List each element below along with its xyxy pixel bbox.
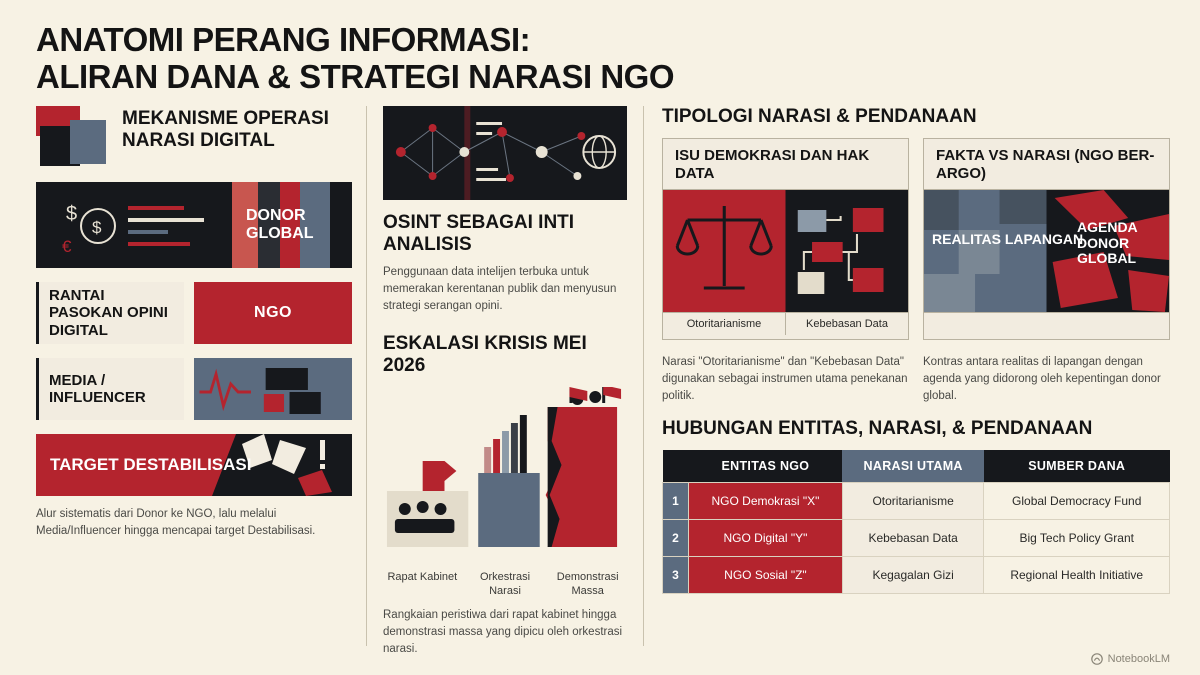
tipologi-section-title: TIPOLOGI NARASI & PENDANAAN	[662, 105, 977, 127]
supply-chain-row	[36, 282, 352, 344]
table-head	[663, 450, 1170, 483]
card1-footer	[663, 312, 908, 335]
chart-label-0: Rapat Kabinet	[387, 571, 458, 584]
card-fakta-vs-narasi	[923, 138, 1170, 340]
row2-index: 2	[663, 520, 689, 557]
card1-caption: Narasi "Otoritarianisme" dan "Kebebasan Data" digunakan sebagai instrumen utama penekanan politik.	[662, 356, 908, 402]
row1-narasi: Otoritarianisme	[842, 483, 984, 520]
brand-footer	[1091, 653, 1170, 665]
card1-body	[663, 190, 908, 312]
card2-overlay-right: AGENDA DONOR GLOBAL	[1077, 219, 1138, 267]
network-graphic	[383, 106, 627, 200]
table-row	[663, 483, 1170, 520]
table-section-title: HUBUNGAN ENTITAS, NARASI, & PENDANAAN	[662, 418, 1093, 440]
notebooklm-logo-icon	[1091, 653, 1103, 665]
geometric-blocks-icon	[36, 106, 108, 168]
chart-label-1: Orkestrasi Narasi	[479, 571, 531, 597]
entities-table	[662, 450, 1170, 594]
card1-title: ISU DEMOKRASI DAN HAK DATA	[663, 139, 908, 190]
crisis-caption: Rangkaian peristiwa dari rapat kabinet hingga demonstrasi massa yang dipicu oleh orkestrasi narasi.	[383, 608, 623, 656]
columns-container	[36, 105, 1170, 656]
scales-and-flow-icon	[663, 190, 908, 312]
row2-entitas: NGO Digital "Y"	[689, 520, 843, 557]
row1-dana: Global Democracy Fund	[984, 483, 1170, 520]
donor-global-label: DONOR GLOBAL	[246, 207, 314, 242]
chart-x-labels	[383, 571, 627, 599]
network-icon	[383, 106, 627, 200]
card2-footer	[924, 312, 1169, 339]
svg-text:€: €	[62, 236, 72, 256]
money-icons	[36, 182, 232, 268]
row1-index: 1	[663, 483, 689, 520]
card-captions-row	[662, 348, 1170, 404]
table-header-row	[663, 450, 1170, 483]
row3-narasi: Kegagalan Gizi	[842, 557, 984, 594]
th-narasi: NARASI UTAMA	[842, 450, 984, 483]
row1-entitas: NGO Demokrasi "X"	[689, 483, 843, 520]
row2-dana: Big Tech Policy Grant	[984, 520, 1170, 557]
title-line-1: ANATOMI PERANG INFORMASI:	[36, 21, 531, 58]
middle-column	[366, 106, 644, 656]
title-line-2: ALIRAN DANA & STRATEGI NARASI NGO	[36, 57, 674, 95]
table-row	[663, 520, 1170, 557]
svg-text:$: $	[66, 202, 78, 225]
osint-text: Penggunaan data intelijen terbuka untuk memerakan kerentanan publik dan menyusun strategi serangan opini.	[383, 265, 617, 313]
left-column	[36, 106, 366, 646]
currency-icon	[36, 182, 232, 268]
left-caption: Alur sistematis dari Donor ke NGO, lalu melalui Media/Influencer hingga mencapai target Destabilisasi.	[36, 507, 316, 537]
card2-body	[924, 190, 1169, 312]
card-isu-demokrasi	[662, 138, 909, 340]
table-row	[663, 557, 1170, 594]
table-body	[663, 483, 1170, 594]
card2-caption: Kontras antara realitas di lapangan dengan agenda yang didorong oleh kepentingan donor global.	[923, 356, 1161, 402]
donor-global-band	[36, 182, 352, 268]
page-title	[36, 22, 1170, 96]
row3-entitas: NGO Sosial "Z"	[689, 557, 843, 594]
svg-text:$: $	[92, 217, 102, 237]
card1-foot-left: Otoritarianisme	[686, 318, 762, 331]
target-destabilisasi-band	[36, 434, 352, 496]
supply-chain-label: RANTAI PASOKAN OPINI DIGITAL	[36, 282, 184, 344]
chart-label-2: Demonstrasi Massa	[556, 571, 619, 597]
card1-foot-right: Kebebasan Data	[785, 313, 908, 335]
row3-index: 3	[663, 557, 689, 594]
media-graphic	[194, 358, 352, 420]
left-lead-row	[36, 106, 352, 168]
escalation-chart	[383, 387, 627, 565]
brand-label: NotebookLM	[1107, 653, 1170, 665]
ngo-label: NGO	[194, 282, 352, 344]
media-influencer-row	[36, 358, 352, 420]
left-lead-title: MEKANISME OPERASI NARASI DIGITAL	[122, 107, 329, 152]
right-column	[644, 106, 1170, 646]
target-destabilisasi-label: TARGET DESTABILISASI	[50, 455, 252, 475]
card2-overlay-left: REALITAS LAPANGAN	[932, 231, 1084, 248]
waveform-icon	[194, 358, 352, 420]
media-influencer-label: MEDIA / INFLUENCER	[36, 358, 184, 420]
osint-title: OSINT SEBAGAI INTI ANALISIS	[383, 211, 575, 255]
crisis-title: ESKALASI KRISIS MEI 2026	[383, 333, 587, 377]
bar-chart-graphic	[383, 387, 627, 565]
card2-title: FAKTA VS NARASI (NGO BER-ARGO)	[924, 139, 1169, 190]
row2-narasi: Kebebasan Data	[842, 520, 984, 557]
cards-row	[662, 138, 1170, 340]
th-index	[663, 450, 689, 483]
th-entitas: ENTITAS NGO	[689, 450, 843, 483]
th-sumber-dana: SUMBER DANA	[984, 450, 1170, 483]
row3-dana: Regional Health Initiative	[984, 557, 1170, 594]
